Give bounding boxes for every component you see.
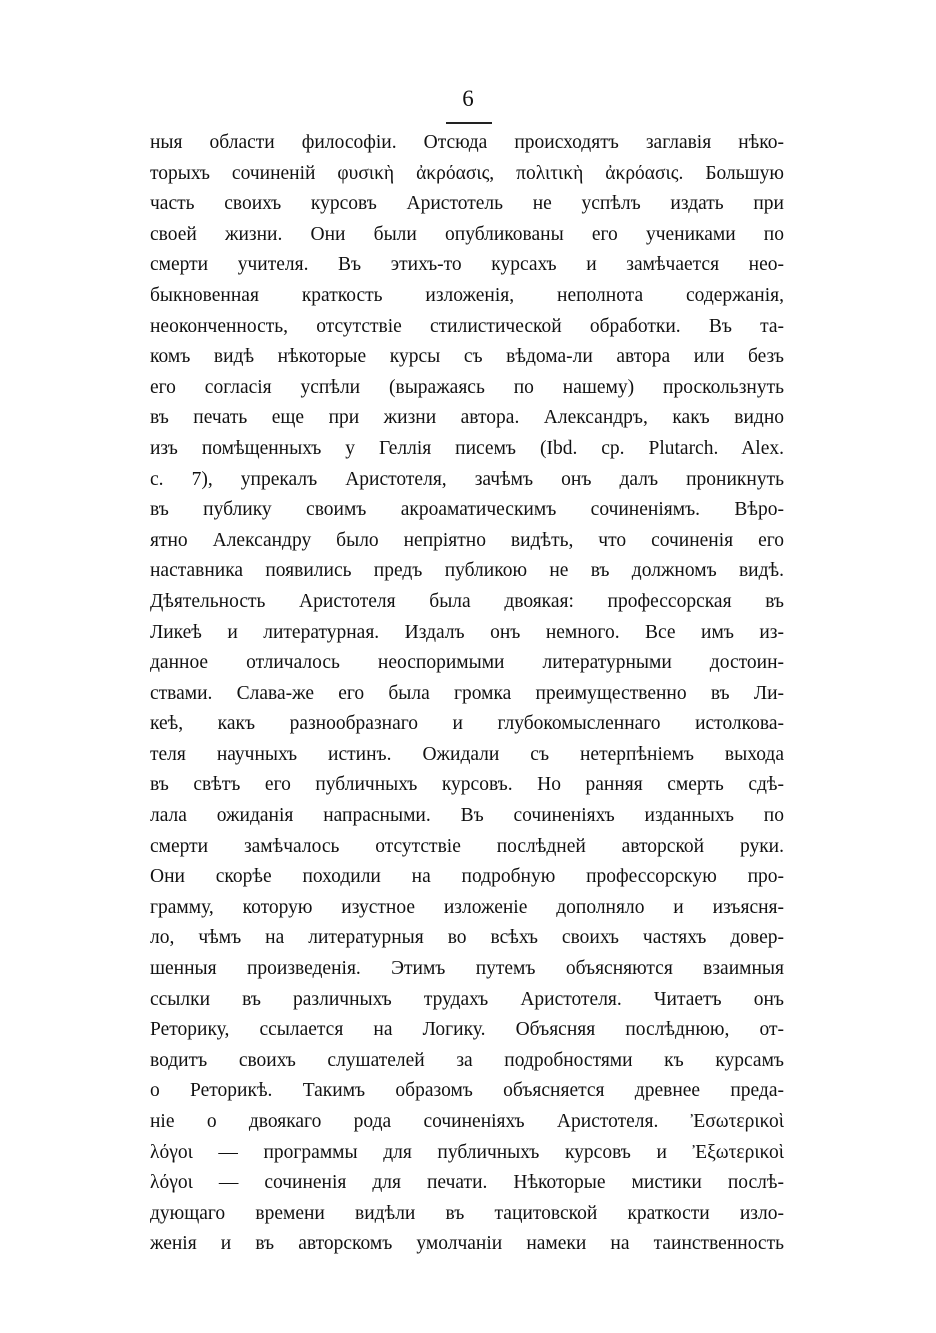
text-line: λόγοι — программы для публичныхъ курсовъ и Ἐξωτερικοὶ — [150, 1141, 784, 1163]
text-line: Они скорѣе походили на подробную профессорскую про- — [150, 866, 784, 888]
text-line: ло, чѣмъ на литературныя во всѣхъ своихъ частяхъ довер- — [150, 927, 784, 949]
text-line: его согласія успѣли (выражаясь по нашему) проскользнуть — [150, 376, 784, 398]
text-line: женія и въ авторскомъ умолчаніи намеки на таинственность — [150, 1233, 784, 1255]
text-line: ствами. Слава-же его была громка преимущественно въ Ли- — [150, 682, 784, 704]
text-line: смерти замѣчалось отсутствіе послѣдней авторской руки. — [150, 835, 784, 857]
text-line: c. 7), упрекалъ Аристотеля, зачѣмъ онъ далъ проникнуть — [150, 468, 784, 490]
text-line: лала ожиданія напрасными. Въ сочиненіяхъ изданныхъ по — [150, 805, 784, 827]
text-line: шенныя произведенія. Этимъ путемъ объясняются взаимныя — [150, 958, 784, 980]
text-line: водитъ своихъ слушателей за подробностями къ курсамъ — [150, 1049, 784, 1071]
text-line: въ свѣтъ его публичныхъ курсовъ. Но ранняя смерть сдѣ- — [150, 774, 784, 796]
text-line: ссылки въ различныхъ трудахъ Аристотеля. Читаетъ онъ — [150, 988, 784, 1010]
text-line: торыхъ сочиненій φυσικὴ ἀκρόασις, πολιτικὴ ἀκρόασις. Большую — [150, 162, 784, 184]
text-line: теля научныхъ истинъ. Ожидали съ нетерпѣніемъ выхода — [150, 743, 784, 765]
body-text — [150, 128, 784, 1260]
page-number-rule — [446, 122, 492, 124]
page-number: 6 — [462, 86, 474, 111]
text-line: дующаго времени видѣли въ тацитовской краткости изло- — [150, 1202, 784, 1224]
text-line: ныя области философіи. Отсюда происходятъ заглавія нѣко- — [150, 132, 784, 153]
text-line: быкновенная краткость изложенія, неполнота содержанія, — [150, 284, 784, 306]
text-line: о Реторикѣ. Такимъ образомъ объясняется древнее преда- — [150, 1080, 784, 1102]
text-line: ятно Александру было непріятно видѣть, что сочиненія его — [150, 529, 784, 551]
text-line: данное отличалось неоспоримыми литературными достоин- — [150, 652, 784, 674]
text-line: смерти учителя. Въ этихъ-то курсахъ и замѣчается нео- — [150, 254, 784, 276]
text-line: въ публику своимъ акроаматическимъ сочиненіямъ. Вѣро- — [150, 499, 784, 521]
text-line: кеѣ, какъ разнообразнаго и глубокомысленнаго истолкова- — [150, 713, 784, 735]
text-line: наставника появились предъ публикою не въ должномъ видѣ. — [150, 560, 784, 582]
text-line: своей жизни. Они были опубликованы его учениками по — [150, 223, 784, 245]
text-line: часть своихъ курсовъ Аристотель не успѣлъ издать при — [150, 193, 784, 215]
text-line: ніе о двоякаго рода сочиненіяхъ Аристотеля. Ἐσωτερικοὶ — [150, 1111, 784, 1132]
text-line: грамму, которую изустное изложеніе дополняло и изъясня- — [150, 896, 784, 918]
text-line: комъ видѣ нѣкоторые курсы съ вѣдома-ли автора или безъ — [150, 346, 784, 368]
text-line: изъ помѣщенныхъ у Геллія писемъ (Ibd. cp. Plutarch. Alex. — [150, 437, 784, 459]
text-line: Реторику, ссылается на Логику. Объясняя послѣднюю, от- — [150, 1019, 784, 1041]
text-line: λόγοι — сочиненія для печати. Нѣкоторые мистики послѣ- — [150, 1172, 784, 1194]
text-line: неоконченность, отсутствіе стилистической обработки. Въ та- — [150, 315, 784, 337]
text-line: въ печать еще при жизни автора. Александръ, какъ видно — [150, 407, 784, 429]
text-line: Дѣятельность Аристотеля была двоякая: профессорская въ — [150, 590, 784, 612]
text-line: Ликеѣ и литературная. Издалъ онъ немного. Все имъ из- — [150, 621, 784, 643]
